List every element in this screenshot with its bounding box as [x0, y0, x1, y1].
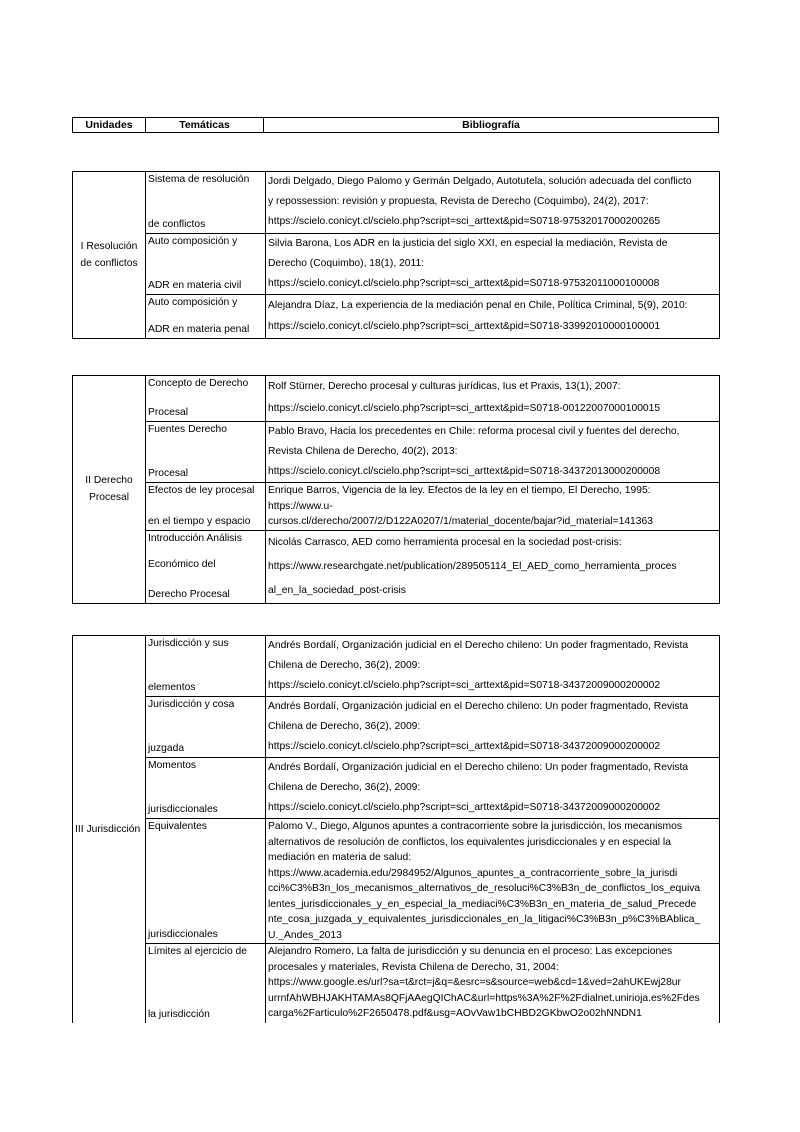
bib-line: https://www.google.es/url?sa=t&rct=j&q=&esrc=s&source=web&cd=1&ved=2ahUKEwj28ur [268, 977, 681, 988]
tematica-line: jurisdiccionales [148, 929, 218, 940]
tematica-line: Derecho Procesal [148, 588, 230, 600]
bib-line: https://scielo.conicyt.cl/scielo.php?script=sci_arttext&pid=S0718-34372013000200008 [268, 466, 661, 477]
unit-label: III Jurisdicción [73, 636, 146, 1023]
bibliography-cell [266, 483, 720, 531]
tematica-line: de conflictos [148, 219, 206, 230]
bib-line: Pablo Bravo, Hacia los precedentes en Chile: reforma procesal civil y fuentes del derecho, [268, 426, 680, 437]
bibliography-cell [266, 758, 720, 819]
tematica-line: en el tiempo y espacio [148, 515, 251, 527]
bib-line: Enrique Barros, Vigencia de la ley. Efectos de la ley en el tiempo, El Derecho, 1995: [268, 485, 651, 496]
header-bibliografia: Bibliografía [264, 118, 719, 133]
bib-line: https://scielo.conicyt.cl/scielo.php?script=sci_arttext&pid=S0718-33992010000100001 [268, 321, 661, 332]
bib-line: procesales y materiales, Revista Chilena de Derecho, 31, 2004: [268, 961, 559, 973]
bib-line: https://www.u- [268, 500, 333, 512]
bib-line: Alejandro Romero, La falta de jurisdicción y su denuncia en el proceso: Las excepciones [268, 946, 673, 957]
tematica-cell [146, 483, 266, 531]
bib-line: U._Andes_2013 [268, 929, 342, 941]
header-unidades: Unidades [73, 118, 146, 133]
bib-line: alternativos de resolución de conflictos, los equivalentes jurisdiccionales y en especial la [268, 836, 671, 848]
tematica-line: ADR en materia civil [148, 280, 242, 291]
section-table-2 [72, 375, 720, 604]
tematica-cell [146, 234, 266, 295]
tematica-line: Procesal [148, 468, 189, 479]
bib-line: al_en_la_sociedad_post-crisis [268, 584, 406, 596]
unit-label: II Derecho Procesal [73, 376, 146, 604]
bib-line: Alejandra Díaz, La experiencia de la mediación penal en Chile, Política Criminal, 5(9), 2010: [268, 300, 688, 311]
bib-line: https://www.academia.edu/2984952/Algunos_apuntes_a_contracorriente_sobre_la_jurisdi [268, 867, 678, 879]
bib-line: Andrés Bordalí, Organización judicial en el Derecho chileno: Un poder fragmentado, Revista [268, 640, 689, 651]
bibliography-cell [266, 697, 720, 758]
tematica-line: Introducción Análisis [148, 532, 242, 544]
bib-line: https://scielo.conicyt.cl/scielo.php?script=sci_arttext&pid=S0718-34372009000200002 [268, 680, 661, 691]
bib-line: Palomo V., Diego, Algunos apuntes a contracorriente sobre la jurisdicción, los mecanismos [268, 821, 683, 832]
bib-line: cci%C3%B3n_los_mecanismos_alternativos_de_resoluci%C3%B3n_de_conflictos_los_equiva [268, 883, 701, 894]
tematica-cell [146, 636, 266, 697]
tematica-cell [146, 819, 266, 944]
tematica-cell [146, 422, 266, 483]
tematica-cell [146, 295, 266, 339]
tematica-line: Concepto de Derecho [148, 378, 249, 389]
bib-line: urrnfAhWBHJAKHTAMAs8QFjAAegQIChAC&url=https%3A%2F%2Fdialnet.unirioja.es%2Fdes [268, 992, 700, 1004]
bib-line: Derecho (Coquimbo), 18(1), 2011: [268, 258, 425, 269]
section-table-3 [72, 635, 720, 1023]
tematica-cell [146, 376, 266, 422]
bib-line: https://www.researchgate.net/publication/289505114_El_AED_como_herramienta_proces [268, 560, 677, 572]
bib-line: https://scielo.conicyt.cl/scielo.php?script=sci_arttext&pid=S0718-97532017000200265 [268, 216, 661, 227]
tematica-line: juzgada [148, 743, 185, 754]
bib-line: Chilena de Derecho, 36(2), 2009: [268, 660, 421, 671]
tematica-cell [146, 172, 266, 234]
bib-line: Revista Chilena de Derecho, 40(2), 2013: [268, 446, 458, 457]
tematica-line: jurisdiccionales [148, 804, 218, 815]
bib-line: lentes_jurisdiccionales_y_en_especial_la_mediaci%C3%B3n_en_materia_de_salud_Precede [268, 898, 697, 910]
tematica-line: Procesal [148, 407, 189, 418]
tematica-line: elementos [148, 682, 196, 693]
bib-line: https://scielo.conicyt.cl/scielo.php?script=sci_arttext&pid=S0718-34372009000200002 [268, 741, 661, 752]
tematica-line: Momentos [148, 760, 197, 771]
bibliography-cell [266, 636, 720, 697]
bib-line: y repossession: revisión y propuesta, Revista de Derecho (Coquimbo), 24(2), 2017: [268, 196, 649, 207]
tematica-line: Sistema de resolución [148, 174, 250, 185]
bib-line: Andrés Bordalí, Organización judicial en el Derecho chileno: Un poder fragmentado, Revista [268, 701, 689, 712]
bib-line: Rolf Stürner, Derecho procesal y culturas jurídicas, Ius et Praxis, 13(1), 2007: [268, 381, 621, 392]
tematica-cell [146, 944, 266, 1023]
tematica-line: Límites al ejercicio de [148, 946, 248, 957]
tematica-cell [146, 758, 266, 819]
bibliography-cell [266, 944, 720, 1023]
tematica-line: Económico del [148, 558, 216, 570]
bibliography-cell [266, 172, 720, 234]
tematica-cell [146, 697, 266, 758]
bibliography-cell [266, 295, 720, 339]
tematica-line: Jurisdicción y sus [148, 638, 229, 649]
section-table-1 [72, 171, 720, 339]
bib-line: Andrés Bordalí, Organización judicial en el Derecho chileno: Un poder fragmentado, Revista [268, 762, 689, 773]
bib-line: mediación en materia de salud: [268, 852, 412, 863]
bib-line: Nicolás Carrasco, AED como herramienta procesal en la sociedad post-crisis: [268, 536, 622, 548]
tematica-line: Auto composición y [148, 297, 238, 308]
bib-line: cursos.cl/derecho/2007/2/D122A0207/1/material_docente/bajar?id_material=141363 [268, 516, 653, 527]
tematica-line: la jurisdicción [148, 1008, 210, 1020]
bib-line: Chilena de Derecho, 36(2), 2009: [268, 721, 421, 732]
bib-line: nte_cosa_juzgada_y_equivalentes_jurisdiccionales_en_la_litigaci%C3%B3n_p%C3%BAblica_ [268, 914, 701, 925]
bib-line: Chilena de Derecho, 36(2), 2009: [268, 782, 421, 793]
bib-line: https://scielo.conicyt.cl/scielo.php?script=sci_arttext&pid=S0718-97532011000100008 [268, 278, 660, 289]
bibliography-cell [266, 819, 720, 944]
tematica-cell [146, 530, 266, 603]
tematica-line: Fuentes Derecho [148, 424, 227, 435]
bibliography-cell [266, 376, 720, 422]
bib-line: Jordi Delgado, Diego Palomo y Germán Delgado, Autotutela, solución adecuada del conflicto [268, 176, 692, 187]
tematica-line: Auto composición y [148, 236, 238, 247]
bib-line: Silvia Barona, Los ADR en la justicia del siglo XXI, en especial la mediación, Revista de [268, 238, 668, 249]
unit-label: I Resolución de conflictos [73, 172, 146, 339]
bibliography-cell [266, 422, 720, 483]
bibliography-cell [266, 234, 720, 295]
header-table [72, 117, 719, 133]
tematica-line: ADR en materia penal [148, 324, 250, 335]
bib-line: carga%2Farticulo%2F2650478.pdf&usg=AOvVaw1bCHBD2GKbwO2o02hNNDN1 [268, 1008, 642, 1019]
bib-line: https://scielo.conicyt.cl/scielo.php?script=sci_arttext&pid=S0718-00122007000100015 [268, 403, 661, 414]
header-tematicas: Temáticas [146, 118, 264, 133]
bibliography-cell [266, 530, 720, 603]
bib-line: https://scielo.conicyt.cl/scielo.php?script=sci_arttext&pid=S0718-34372009000200002 [268, 802, 661, 813]
tematica-line: Equivalentes [148, 821, 207, 832]
tematica-line: Jurisdicción y cosa [148, 699, 235, 710]
tematica-line: Efectos de ley procesal [148, 485, 255, 496]
